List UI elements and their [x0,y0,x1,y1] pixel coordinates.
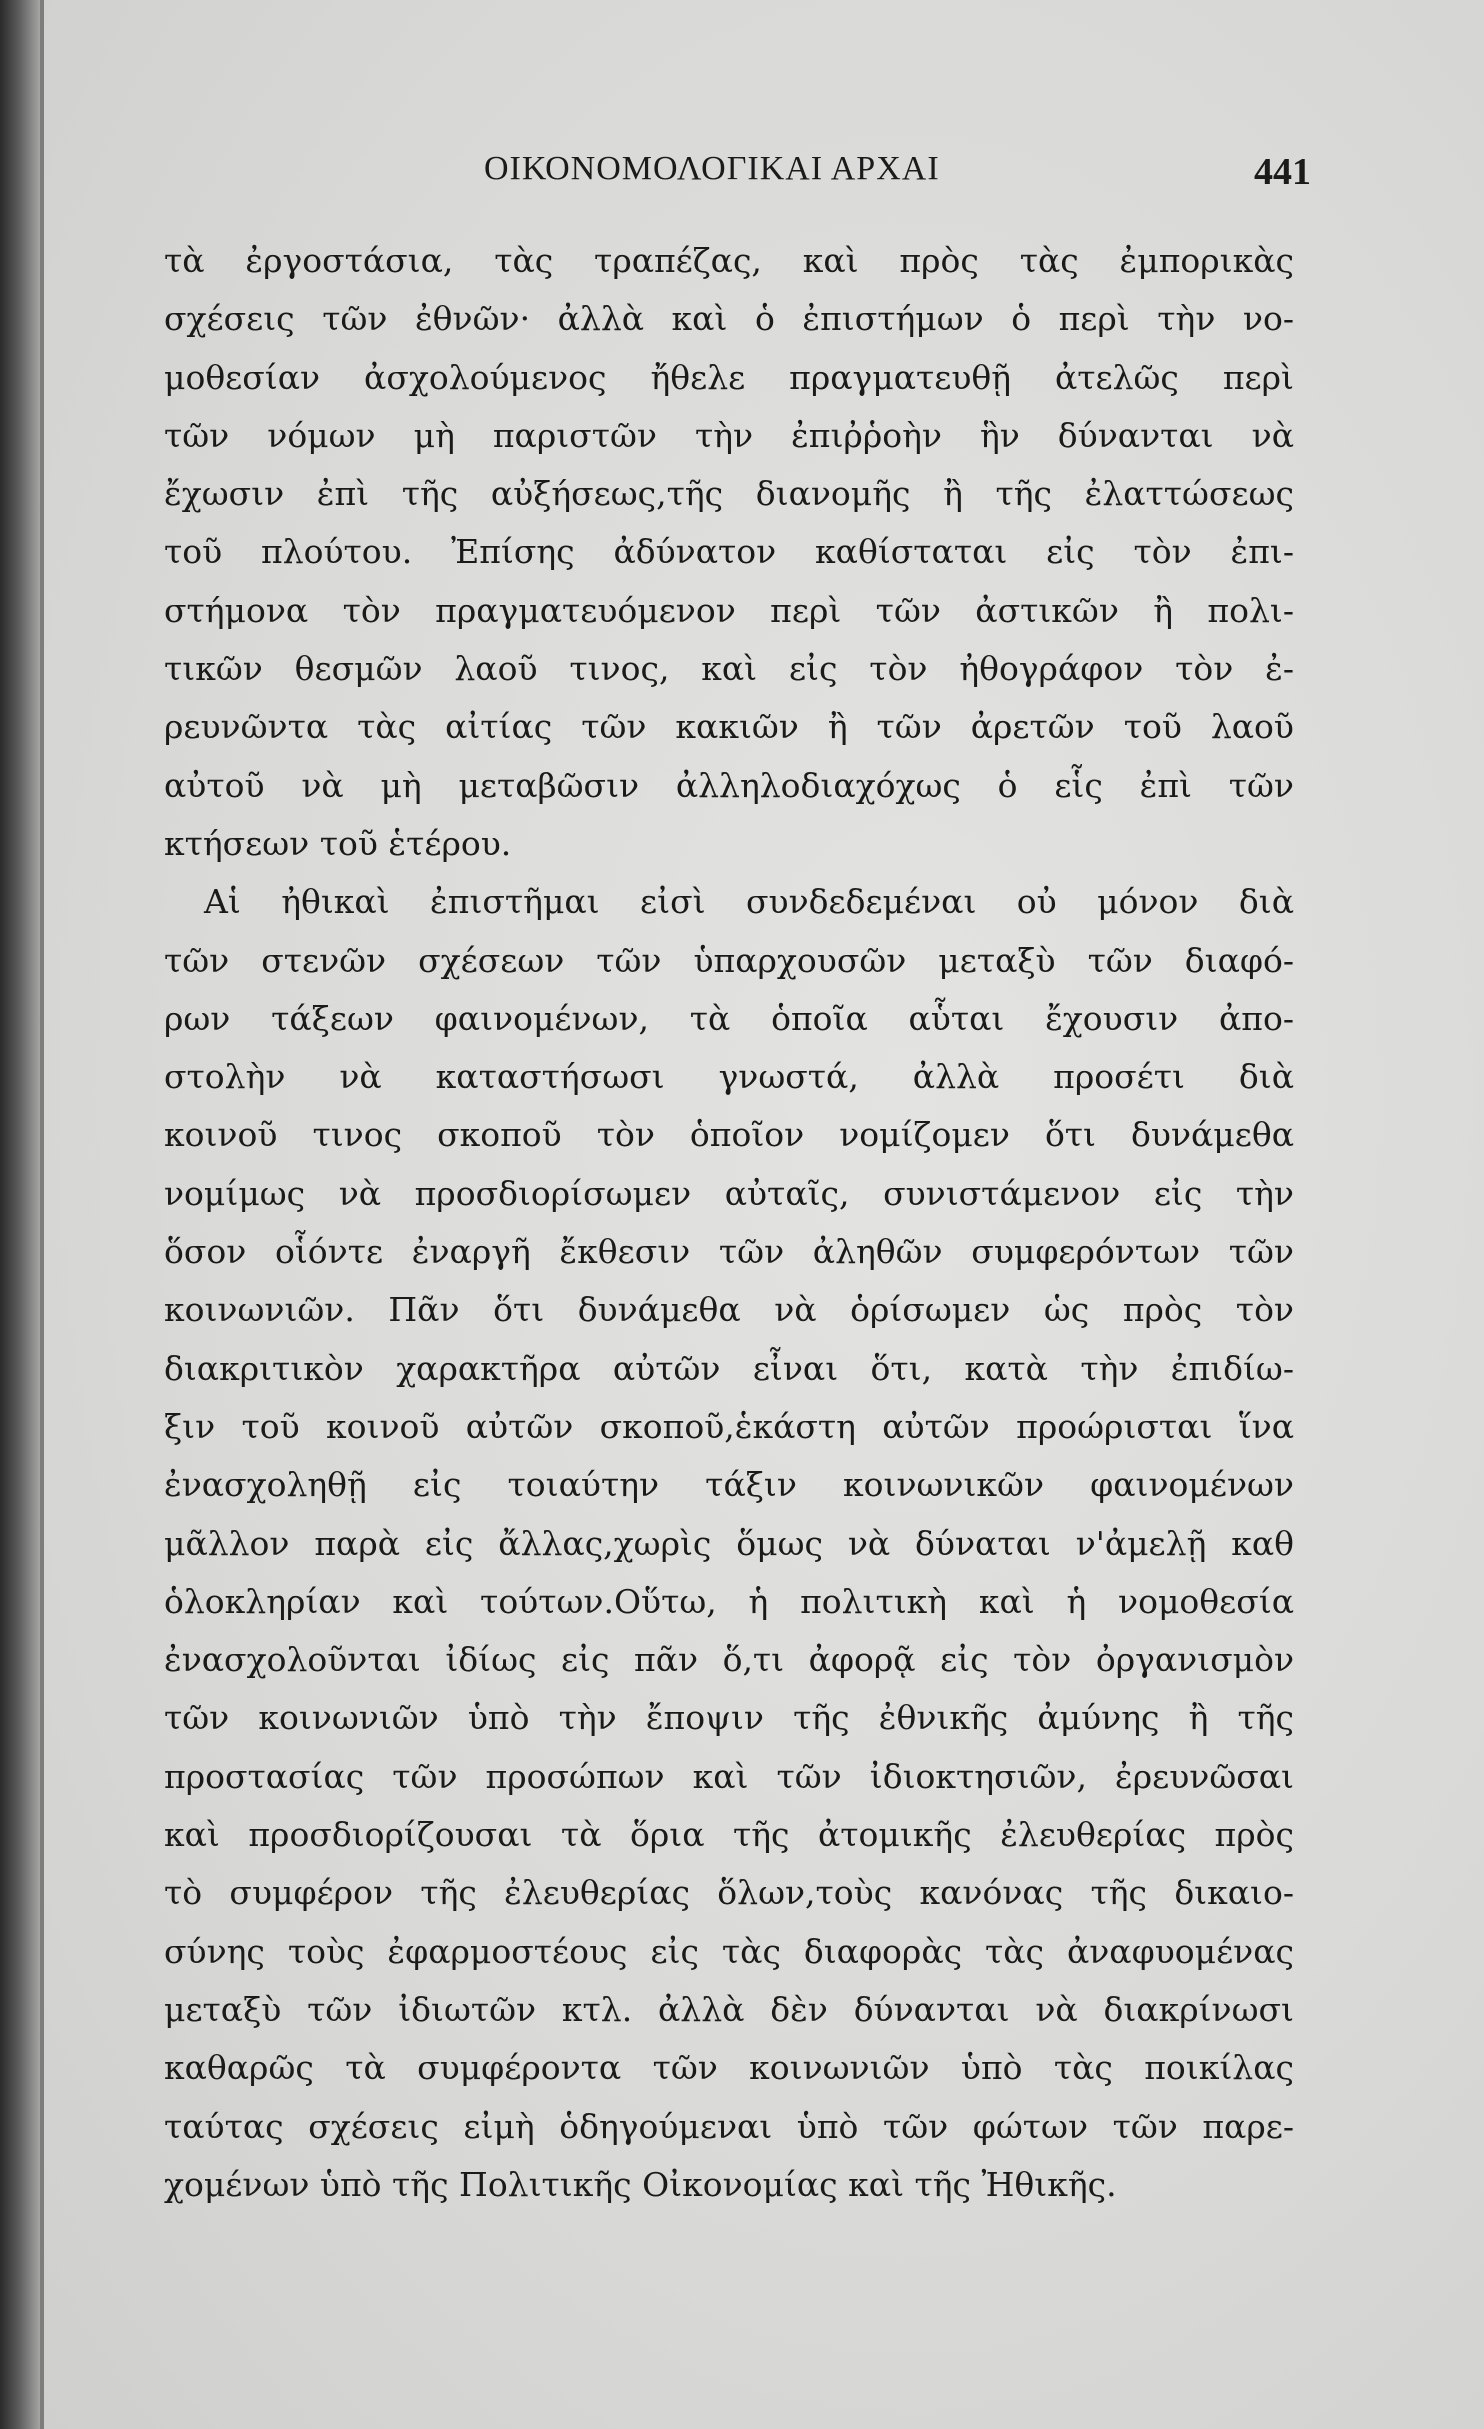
text-line: τὸ συμφέρον τῆς ἐλευθερίας ὅλων,τοὺς κανόνας τῆς δικαιο- [164,1873,1294,1913]
text-line: τὰ ἐργοστάσια, τὰς τραπέζας, καὶ πρὸς τὰς ἐμπορικὰς [164,241,1294,280]
text-line: τῶν νόμων μὴ παριστῶν τὴν ἐπιῤῥοὴν ἣν δύνανται νὰ [164,415,1294,455]
text-line: σύνης τοὺς ἐφαρμοστέους εἰς τὰς διαφορὰς τὰς ἀναφυομένας [164,1931,1294,1971]
text-line: τῶν κοινωνιῶν ὑπὸ τὴν ἔποψιν τῆς ἐθνικῆς ἀμύνης ἢ τῆς [164,1698,1294,1738]
text-line: τῶν στενῶν σχέσεων τῶν ὑπαρχουσῶν μεταξὺ τῶν διαφό- [164,940,1294,980]
text-line: μεταξὺ τῶν ἰδιωτῶν κτλ. ἀλλὰ δὲν δύνανται νὰ διακρίνωσι [164,1989,1294,2029]
text-line: κοινωνιῶν. Πᾶν ὅτι δυνάμεθα νὰ ὁρίσωμεν ὡς πρὸς τὸν [164,1290,1294,1330]
body-text [164,232,1294,2214]
page-number: 441 [1254,151,1311,193]
text-line: τοῦ πλούτου. Ἐπίσης ἀδύνατον καθίσταται εἰς τὸν ἐπι- [164,532,1294,572]
text-line: κτήσεων τοῦ ἑτέρου. [164,823,512,863]
text-line: μᾶλλον παρὰ εἰς ἄλλας,χωρὶς ὅμως νὰ δύναται ν'ἀμελῇ καθ [164,1523,1294,1563]
text-line: νομίμως νὰ προσδιορίσωμεν αὐταῖς, συνιστάμενον εἰς τὴν [164,1173,1294,1213]
text-line: τικῶν θεσμῶν λαοῦ τινος, καὶ εἰς τὸν ἠθογράφον τὸν ἐ- [164,649,1294,689]
text-line: ἔχωσιν ἐπὶ τῆς αὐξήσεως,τῆς διανομῆς ἢ τῆς ἐλαττώσεως [164,474,1294,514]
text-line: στολὴν νὰ καταστήσωσι γνωστά, ἀλλὰ προσέτι διὰ [164,1057,1294,1097]
text-line: ρων τάξεων φαινομένων, τὰ ὁποῖα αὗται ἔχουσιν ἀπο- [164,998,1294,1038]
text-line: σχέσεις τῶν ἐθνῶν· ἀλλὰ καὶ ὁ ἐπιστήμων ὁ περὶ τὴν νο- [164,299,1294,339]
text-line: ὅσον οἷόντε ἐναργῆ ἔκθεσιν τῶν ἀληθῶν συμφερόντων τῶν [164,1232,1294,1272]
text-line: αὐτοῦ νὰ μὴ μεταβῶσιν ἀλληλοδιαχόχως ὁ εἷς ἐπὶ τῶν [164,765,1294,805]
text-line: στήμονα τὸν πραγματευόμενον περὶ τῶν ἀστικῶν ἢ πολι- [164,590,1294,630]
text-line: καθαρῶς τὰ συμφέροντα τῶν κοινωνιῶν ὑπὸ τὰς ποικίλας [164,2048,1294,2088]
book-gutter-shadow [0,0,40,2429]
text-line: ξιν τοῦ κοινοῦ αὐτῶν σκοποῦ,ἑκάστη αὐτῶν προώρισται ἵνα [164,1406,1294,1446]
text-line: ἐνασχοληθῇ εἰς τοιαύτην τάξιν κοινωνικῶν φαινομένων [164,1465,1294,1505]
text-line: κοινοῦ τινος σκοποῦ τὸν ὁποῖον νομίζομεν ὅτι δυνάμεθα [164,1115,1294,1155]
text-line: χομένων ὑπὸ τῆς Πολιτικῆς Οἰκονομίας καὶ τῆς Ἠθικῆς. [164,2164,1117,2204]
text-line: ταύτας σχέσεις εἰμὴ ὁδηγούμεναι ὑπὸ τῶν φώτων τῶν παρε- [164,2106,1294,2146]
text-line: καὶ προσδιορίζουσαι τὰ ὅρια τῆς ἀτομικῆς ἐλευθερίας πρὸς [164,1815,1294,1855]
text-line: διακριτικὸν χαρακτῆρα αὐτῶν εἶναι ὅτι, κατὰ τὴν ἐπιδίω- [164,1348,1294,1388]
text-line: Αἱ ἠθικαὶ ἐπιστῆμαι εἰσὶ συνδεδεμέναι οὐ μόνον διὰ [204,882,1294,922]
text-line: ἐνασχολοῦνται ἰδίως εἰς πᾶν ὅ,τι ἀφορᾷ εἰς τὸν ὀργανισμὸν [164,1640,1294,1680]
text-line: προστασίας τῶν προσώπων καὶ τῶν ἰδιοκτησιῶν, ἐρευνῶσαι [164,1756,1294,1796]
text-line: μοθεσίαν ἀσχολούμενος ἤθελε πραγματευθῇ ἀτελῶς περὶ [164,357,1294,397]
running-head: ΟΙΚΟΝΟΜΟΛΟΓΙΚΑΙ ΑΡΧΑΙ [484,150,940,187]
text-line: ρευνῶντα τὰς αἰτίας τῶν κακιῶν ἢ τῶν ἀρετῶν τοῦ λαοῦ [164,707,1294,747]
text-line: ὁλοκληρίαν καὶ τούτων.Οὕτω, ἡ πολιτικὴ καὶ ἡ νομοθεσία [164,1581,1294,1621]
